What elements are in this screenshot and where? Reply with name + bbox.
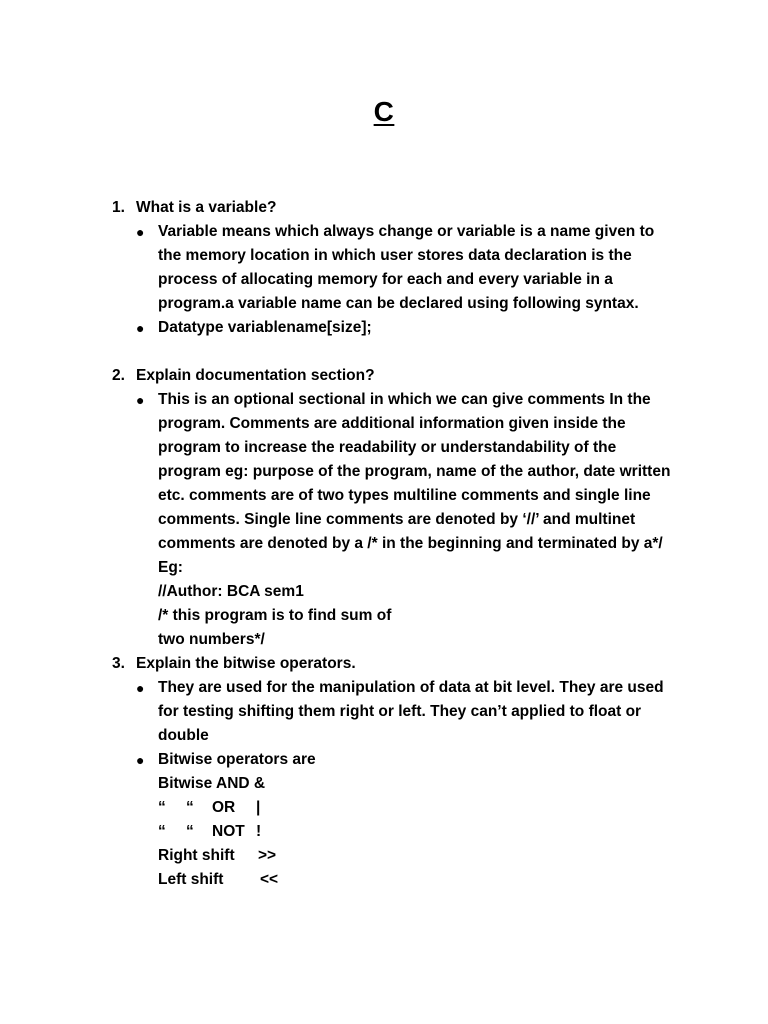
operator-label: Right shift xyxy=(158,847,235,864)
operator-label: OR xyxy=(212,799,236,816)
operator-symbol: >> xyxy=(258,847,277,864)
question-text: Explain the bitwise operators. xyxy=(136,655,356,672)
example-line: two numbers*/ xyxy=(158,631,265,648)
ditto-mark: “ xyxy=(158,823,166,840)
operator-symbol: ! xyxy=(256,823,262,840)
bullet-text: This is an optional sectional in which we can give comments In the program. Comments are additional information given inside the program to increase the readability or understandability of the program eg: purpose of the program, name of the author, date written etc. comments are of two types multiline comments and single line comments. Single line comments are denoted by ‘//’ and multinet comments are denoted by a /* in the beginning and terminated by a*/ xyxy=(158,391,671,552)
question-3 xyxy=(112,652,356,676)
bullet-text: Bitwise operators are xyxy=(158,751,316,768)
q1-bullet-2 xyxy=(136,316,681,340)
q3-bullet-2 xyxy=(136,748,681,892)
bullet-icon: ● xyxy=(136,392,145,408)
q3-bullet-1 xyxy=(136,676,681,748)
operator-or xyxy=(158,796,681,820)
operator-symbol: << xyxy=(260,871,279,888)
example-line: /* this program is to find sum of xyxy=(158,607,392,624)
operator-label: NOT xyxy=(212,823,245,840)
bullet-icon: ● xyxy=(136,752,145,768)
q2-bullet-1 xyxy=(136,388,681,652)
ditto-mark: “ xyxy=(186,823,194,840)
operator-and: Bitwise AND & xyxy=(158,775,266,792)
bullet-text: They are used for the manipulation of data at bit level. They are used for testing shifting them right or left. They can’t applied to float or double xyxy=(158,679,664,744)
example-label: Eg: xyxy=(158,559,183,576)
example-line: //Author: BCA sem1 xyxy=(158,583,304,600)
bullet-icon: ● xyxy=(136,320,145,336)
operator-left-shift xyxy=(158,868,681,892)
bullet-text: Datatype variablename[size]; xyxy=(158,319,372,336)
operator-right-shift xyxy=(158,844,681,868)
bullet-text: Variable means which always change or variable is a name given to the memory location in which user stores data declaration is the process of allocating memory for each and every variable in a program.a variable name can be declared using following syntax. xyxy=(158,223,655,312)
page-title: C xyxy=(373,96,395,127)
question-text: Explain documentation section? xyxy=(136,367,375,384)
ditto-mark: “ xyxy=(158,799,166,816)
question-number: 3. xyxy=(112,655,125,672)
question-number: 2. xyxy=(112,367,125,384)
question-2 xyxy=(112,364,375,388)
ditto-mark: “ xyxy=(186,799,194,816)
question-text: What is a variable? xyxy=(136,199,277,216)
bullet-icon: ● xyxy=(136,224,145,240)
operator-label: Left shift xyxy=(158,871,224,888)
operator-not xyxy=(158,820,681,844)
operator-symbol: | xyxy=(256,799,261,816)
q1-bullet-1 xyxy=(136,220,681,316)
question-number: 1. xyxy=(112,199,125,216)
bullet-icon: ● xyxy=(136,680,145,696)
question-1 xyxy=(112,196,276,220)
